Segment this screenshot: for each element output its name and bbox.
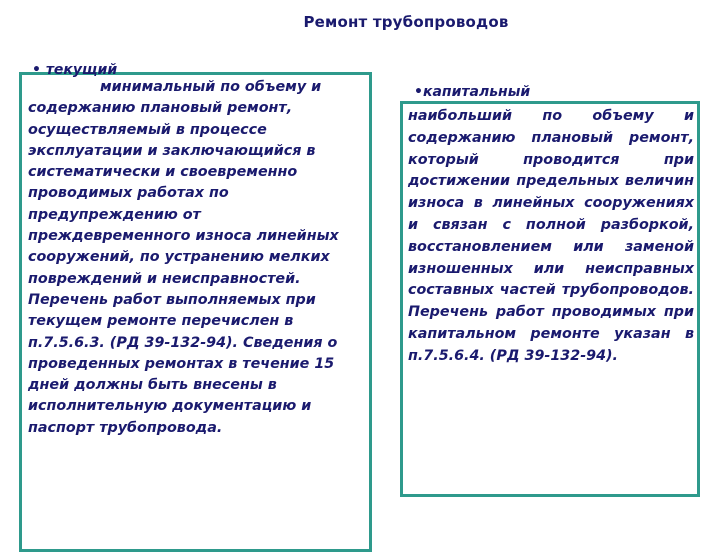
- capital-repair-term: •капитальный: [414, 84, 531, 100]
- current-repair-definition: минимальный по объему и содержанию плановый ремонт, осуществляемый в процессе эксплуатации и заключающийся в систематически и своевременно проводимых работах по предупреждению от преждевременного износа линейных сооружений, по устранению мелких повреждений и неисправностей. Перечень работ выполняемых при текущем ремонте перечислен в п.7.5.6.3. (РД 39-132-94). Сведения о проведенных ремонтах в течение 15 дней должны быть внесены в исполнительную документацию и паспорт трубопровода.: [28, 79, 339, 436]
- slide-title: Ремонт трубопроводов: [303, 13, 509, 31]
- current-repair-term: • текущий: [32, 62, 118, 78]
- capital-repair-definition: наибольший по объему и содержанию плановый ремонт, который проводится при достижении предельных величин износа в линейных сооружениях и связан с полной разборкой, восстановлением или заменой изношенных или неисправных составных частей трубопроводов. Перечень работ проводимых при капитальном ремонте указан в п.7.5.6.4. (РД 39-132-94).: [408, 108, 694, 364]
